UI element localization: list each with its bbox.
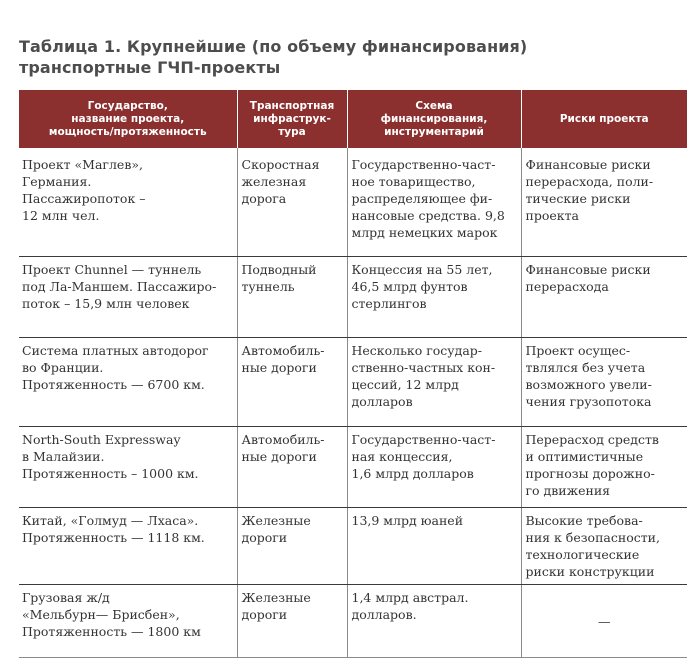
- cell-risks: [521, 585, 687, 658]
- cell-line: Протяженность — 6700 км.: [22, 377, 205, 392]
- cell-line: прогнозы дорожно-: [525, 466, 655, 481]
- cell-infrastructure: [237, 338, 347, 427]
- table-row: [19, 257, 687, 338]
- cell-line: ные дороги: [241, 360, 317, 375]
- header-line: тура: [278, 125, 306, 138]
- cell-line: Перерасход средств: [525, 432, 659, 447]
- header-infrastructure: [237, 90, 347, 148]
- cell-financing: [347, 338, 521, 427]
- cell-line: и оптимистичные: [525, 449, 644, 464]
- header-line: инструментарий: [384, 125, 484, 138]
- cell-line: Проект осущес-: [525, 343, 631, 358]
- cell-risks: [521, 148, 687, 257]
- cell-line: Финансовые риски: [525, 262, 651, 277]
- ppp-projects-table: [19, 90, 687, 658]
- header-risks: [521, 90, 687, 148]
- cell-line: долларов: [351, 394, 413, 409]
- cell-infrastructure: [237, 427, 347, 508]
- header-line: название проекта,: [71, 112, 185, 125]
- cell-line: в Малайзии.: [22, 449, 105, 464]
- cell-project: [19, 148, 237, 257]
- cell-line: железная: [241, 174, 307, 189]
- header-line: инфраструк-: [253, 112, 331, 125]
- cell-project: [19, 508, 237, 585]
- cell-line: чения грузопотока: [525, 394, 652, 409]
- table-title-line-1: Таблица 1. Крупнейшие (по объему финансирования): [19, 37, 528, 56]
- cell-line: го движения: [525, 483, 611, 498]
- cell-line: Автомобиль-: [241, 432, 325, 447]
- cell-financing: [347, 508, 521, 585]
- table-row: [19, 427, 687, 508]
- header-line: Риски проекта: [559, 112, 649, 125]
- table-row: [19, 508, 687, 585]
- cell-financing: [347, 257, 521, 338]
- cell-line: распределяющее фи-: [351, 191, 493, 206]
- header-financing: [347, 90, 521, 148]
- table-row: [19, 585, 687, 658]
- table-row: [19, 338, 687, 427]
- cell-line: ная концессия,: [351, 449, 453, 464]
- cell-infrastructure: [237, 148, 347, 257]
- header-line: Схема: [415, 99, 453, 112]
- cell-line: Протяженность – 1000 км.: [22, 466, 199, 481]
- cell-line: Финансовые риски: [525, 157, 651, 172]
- cell-line: Протяженность — 1118 км.: [22, 530, 205, 545]
- cell-line: туннель: [241, 279, 295, 294]
- table-header-row: [19, 90, 687, 148]
- cell-line: Грузовая ж/д: [22, 590, 110, 605]
- cell-line: технологические: [525, 547, 640, 562]
- cell-line: 12 млн чел.: [22, 208, 100, 223]
- cell-line: перерасхода: [525, 279, 609, 294]
- cell-line: Система платных автодорог: [22, 343, 209, 358]
- empty-dash: —: [598, 613, 611, 629]
- cell-line: поток – 15,9 млн человек: [22, 296, 190, 311]
- cell-line: возможного увели-: [525, 377, 652, 392]
- cell-line: Высокие требова-: [525, 513, 643, 528]
- cell-project: [19, 338, 237, 427]
- cell-line: Подводный: [241, 262, 317, 277]
- header-line: финансирования,: [380, 112, 488, 125]
- cell-line: под Ла-Маншем. Пассажиро-: [22, 279, 217, 294]
- cell-line: Проект Chunnel — туннель: [22, 262, 202, 277]
- cell-risks: [521, 427, 687, 508]
- cell-line: Скоростная: [241, 157, 320, 172]
- cell-line: Проект «Маглев»,: [22, 157, 143, 172]
- cell-line: Автомобиль-: [241, 343, 325, 358]
- cell-line: перерасхода, поли-: [525, 174, 654, 189]
- cell-financing: [347, 585, 521, 658]
- cell-infrastructure: [237, 585, 347, 658]
- table-title: [19, 36, 679, 78]
- cell-line: нансовые средства. 9,8: [351, 208, 505, 223]
- cell-risks: [521, 338, 687, 427]
- cell-line: Несколько государ-: [351, 343, 482, 358]
- header-country-project: [19, 90, 237, 148]
- cell-line: ственно-частных кон-: [351, 360, 496, 375]
- cell-line: дороги: [241, 530, 288, 545]
- cell-risks: [521, 508, 687, 585]
- cell-line: ное товарищество,: [351, 174, 476, 189]
- cell-line: тические риски: [525, 191, 631, 206]
- cell-line: долларов.: [351, 607, 417, 622]
- cell-project: [19, 585, 237, 658]
- cell-line: твлялся без учета: [525, 360, 646, 375]
- cell-line: млрд немецких марок: [351, 225, 498, 240]
- cell-infrastructure: [237, 508, 347, 585]
- cell-line: дорога: [241, 191, 287, 206]
- cell-line: риски конструкции: [525, 564, 655, 579]
- cell-project: [19, 427, 237, 508]
- cell-line: во Франции.: [22, 360, 104, 375]
- cell-project: [19, 257, 237, 338]
- cell-line: Протяженность — 1800 км: [22, 624, 201, 639]
- cell-financing: [347, 148, 521, 257]
- cell-line: дороги: [241, 607, 288, 622]
- cell-infrastructure: [237, 257, 347, 338]
- table-row: [19, 148, 687, 257]
- cell-line: проекта: [525, 208, 579, 223]
- cell-line: 1,6 млрд долларов: [351, 466, 474, 481]
- cell-line: 46,5 млрд фунтов: [351, 279, 468, 294]
- cell-line: ния к безопасности,: [525, 530, 660, 545]
- cell-line: цессий, 12 млрд: [351, 377, 459, 392]
- cell-line: 13,9 млрд юаней: [351, 513, 464, 528]
- cell-financing: [347, 427, 521, 508]
- cell-risks: [521, 257, 687, 338]
- cell-line: Железные: [241, 590, 311, 605]
- cell-line: Государственно-част-: [351, 432, 496, 447]
- cell-line: Германия.: [22, 174, 92, 189]
- cell-line: «Мельбурн— Брисбен»,: [22, 607, 180, 622]
- cell-line: Концессия на 55 лет,: [351, 262, 493, 277]
- cell-line: ные дороги: [241, 449, 317, 464]
- header-line: Транспортная: [249, 99, 335, 112]
- cell-line: Китай, «Голмуд — Лхаса».: [22, 513, 199, 528]
- header-line: Государство,: [87, 99, 168, 112]
- cell-line: 1,4 млрд австрал.: [351, 590, 469, 605]
- table-title-line-2: транспортные ГЧП-проекты: [19, 58, 281, 77]
- cell-line: Железные: [241, 513, 311, 528]
- cell-line: стерлингов: [351, 296, 427, 311]
- cell-line: North-South Expressway: [22, 432, 181, 447]
- header-line: мощность/протяженность: [48, 125, 207, 138]
- cell-line: Пассажиропоток –: [22, 191, 146, 206]
- cell-line: Государственно-част-: [351, 157, 496, 172]
